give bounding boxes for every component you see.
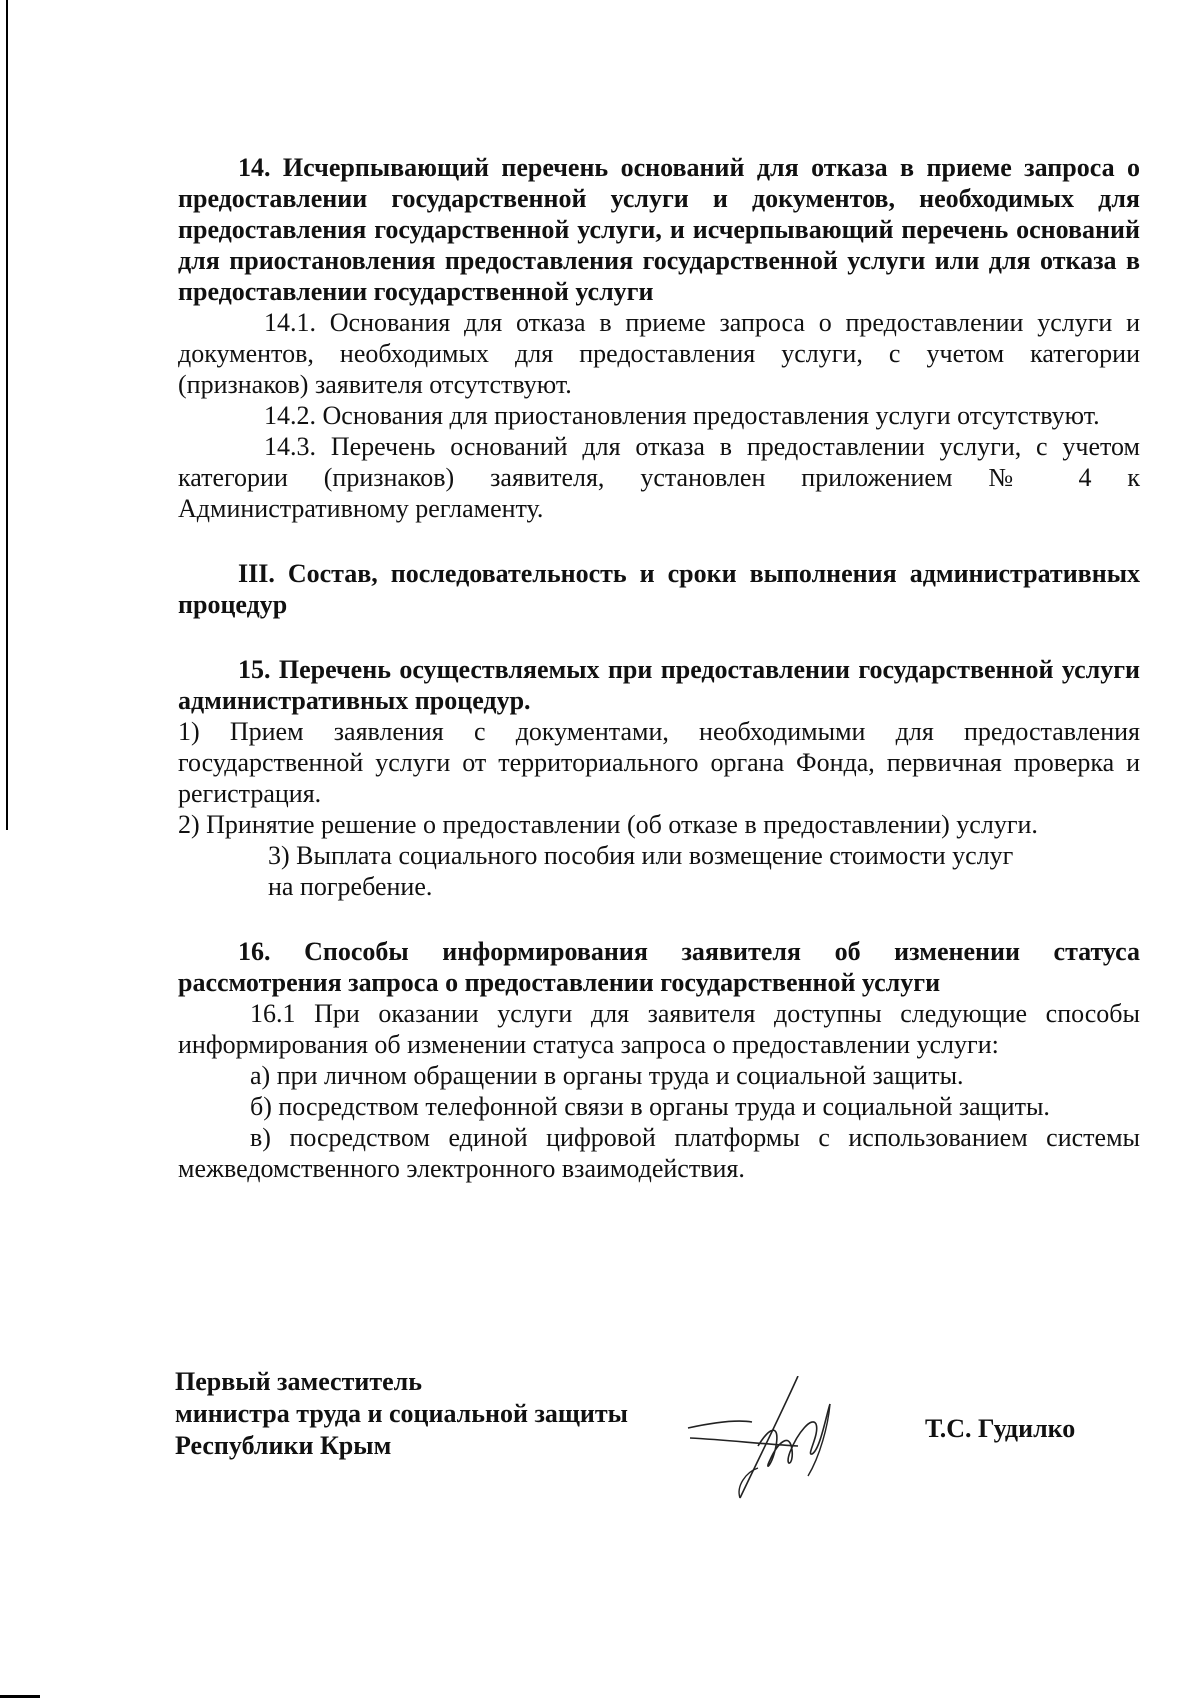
signatory-title xyxy=(175,1366,628,1462)
section-16-heading: 16. Способы информирования заявителя об изменении статуса рассмотрения запроса о предоставлении государственной услуги xyxy=(178,937,1140,997)
section-14-1: 14.1. Основания для отказа в приеме запроса о предоставлении услуги и документов, необходимых для предоставления услуги, с учетом категории (признаков) заявителя отсутствуют. xyxy=(178,308,1140,399)
document-page xyxy=(178,152,1140,1184)
section-16-1: 16.1 При оказании услуги для заявителя доступны следующие способы информирования об изменении статуса запроса о предоставлении услуги: xyxy=(178,999,1140,1059)
section-15-item-2: 2) Принятие решение о предоставлении (об отказе в предоставлении) услуги. xyxy=(178,810,1038,839)
handwritten-signature xyxy=(680,1376,880,1506)
section-14-heading: 14. Исчерпывающий перечень оснований для отказа в приеме запроса о предоставлении государственной услуги и документов, необходимых для предоставления государственной услуги, и исчерпывающий перечень оснований для приостановления предоставления государственной услуги или для отказа в предоставлении государственной услуги xyxy=(178,153,1140,306)
spacer xyxy=(178,620,1140,654)
section-15-item-3-line-1: 3) Выплата социального пособия или возмещение стоимости услуг xyxy=(268,841,1014,870)
spacer xyxy=(178,524,1140,558)
section-16-c: в) посредством единой цифровой платформы с использованием системы межведомственного электронного взаимодействия. xyxy=(178,1123,1140,1183)
section-16-a: а) при личном обращении в органы труда и социальной защиты. xyxy=(250,1061,964,1090)
signatory-title-line-2: министра труда и социальной защиты xyxy=(175,1399,628,1428)
signatory-name: Т.С. Гудилко xyxy=(925,1414,1076,1443)
section-14-3: 14.3. Перечень оснований для отказа в предоставлении услуги, с учетом категории (признаков) заявителя, установлен приложением № 4 к Административному регламенту. xyxy=(178,432,1140,523)
spacer xyxy=(178,902,1140,936)
section-15-item-3-line-2: на погребение. xyxy=(268,872,433,901)
signatory-title-line-1: Первый заместитель xyxy=(175,1367,422,1396)
section-3-heading: III. Состав, последовательность и сроки выполнения административных процедур xyxy=(178,559,1140,619)
section-15-heading: 15. Перечень осуществляемых при предоставлении государственной услуги административных процедур. xyxy=(178,655,1140,715)
section-14-2: 14.2. Основания для приостановления предоставления услуги отсутствуют. xyxy=(264,401,1100,430)
section-15-item-1: 1) Прием заявления с документами, необходимыми для предоставления государственной услуги от территориального органа Фонда, первичная проверка и регистрация. xyxy=(178,717,1140,808)
signature-block xyxy=(175,1366,1135,1506)
signatory-title-line-3: Республики Крым xyxy=(175,1431,392,1460)
scan-edge-left xyxy=(6,0,8,830)
section-15-item-3 xyxy=(178,840,1140,902)
section-16-b: б) посредством телефонной связи в органы труда и социальной защиты. xyxy=(250,1092,1050,1121)
